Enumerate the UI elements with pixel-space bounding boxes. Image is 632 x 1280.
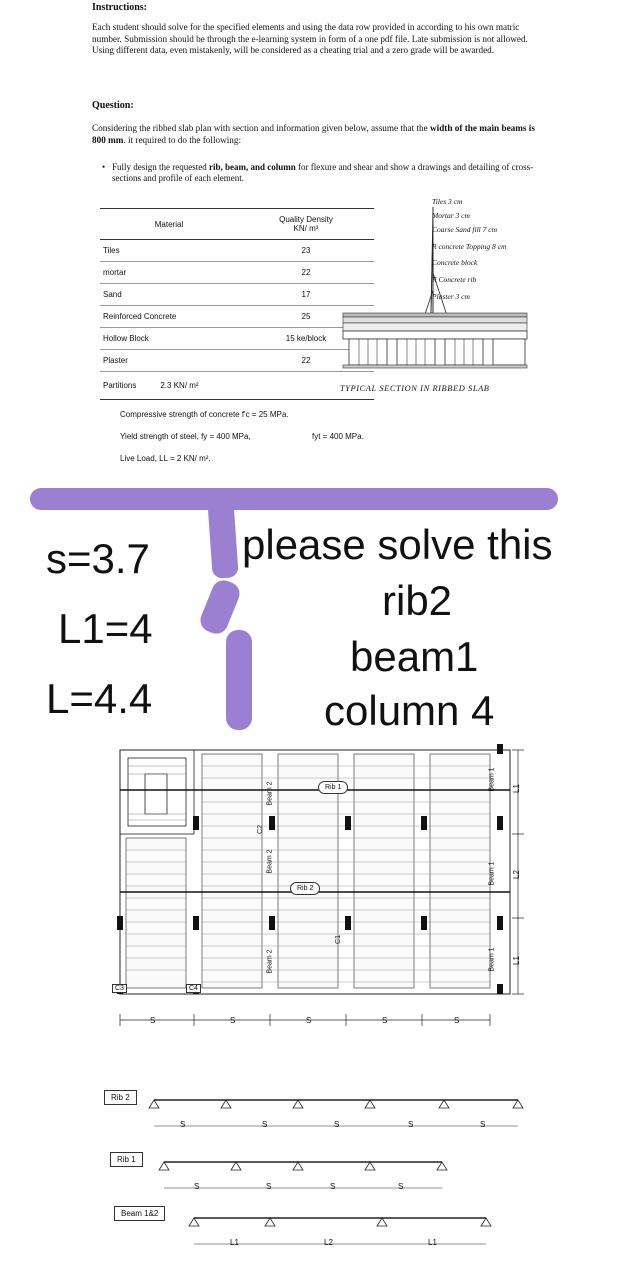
header-density-line2: KN/ m³ [293,224,319,233]
plan-c4-label: C4 [186,984,201,993]
layer-label: R Concrete rib [432,275,477,284]
table-row [100,350,374,372]
plan-span-s: S [454,1016,460,1025]
plan-rib1-label: Rib 1 [318,781,348,794]
table-cell: 22 [238,350,374,372]
table-cell: 22 [238,262,374,284]
request-note-4: column 4 [324,687,495,734]
layer-label: Concrete block [432,258,478,267]
question-intro-tail: . it required to do the following: [123,134,242,145]
profile-span-s: S [398,1182,404,1191]
l1-value-note: L1=4 [58,605,153,652]
layer-label: Plaster 3 cm [432,292,470,301]
table-cell: 15 ke/block [238,328,374,350]
highlight-stroke-kink [197,577,243,638]
header-density-line1: Quality Density [279,215,333,224]
profile-span-s: S [266,1182,272,1191]
l-value-note: L=4.4 [46,675,153,722]
table-row [100,240,374,262]
bullet-bold: rib, beam, and column [208,162,296,172]
plan-span-l1: L1 [511,956,521,965]
material-table [100,208,374,400]
highlight-stroke-lower [226,630,252,730]
instructions-title: Instructions: [92,2,148,13]
element-profiles [140,1086,530,1266]
partitions-value: 2.3 KN/ m² [160,381,199,390]
highlight-stroke-horizontal [30,488,558,510]
profile-rib2-label: Rib 2 [104,1090,137,1105]
plan-beam1-label: Beam 1 [488,947,496,972]
profile-span-l2: L2 [324,1238,333,1247]
fc-text: Compressive strength of concrete f'c = 25 MPa. [120,410,289,419]
header-material: Material [100,209,238,240]
profile-span-s: S [334,1120,340,1129]
plan-beam1-label: Beam 1 [488,861,496,886]
table-cell: 17 [238,284,374,306]
plan-beam2-label: Beam 2 [266,849,274,874]
plan-span-s: S [306,1016,312,1025]
plan-beam2-label: Beam 2 [266,949,274,974]
table-cell: 23 [238,240,374,262]
table-row [100,262,374,284]
bullet-tail: for flexure and shear and show a drawings and detailing of cross-sections and profile of each element. [112,162,534,183]
profile-span-s: S [180,1120,186,1129]
typical-section-drawing [335,195,535,380]
question-intro [92,123,542,146]
instructions-text: Each student should solve for the specified elements and using the data row provided in according to his own matric number. Submission should be through the e-learning system in form of a one pdf file. Late submission is not allowed. Using different data, even mistakenly, will be considered as a cheating trial and a zero grade will be awarded. [92,22,528,55]
plan-c2-label: C2 [256,825,264,834]
request-note-3: beam1 [350,633,479,680]
layer-label: R concrete Topping 8 cm [432,242,507,251]
table-cell: Tiles [100,240,238,262]
bullet-icon: • [102,162,106,172]
plan-span-l1: L1 [511,784,521,793]
table-row [100,284,374,306]
plan-c1-label: C1 [334,935,342,944]
plan-span-s: S [150,1016,156,1025]
profile-span-l1: L1 [428,1238,437,1247]
plan-c3-label: C3 [112,984,127,993]
s-value-note: s=3.7 [46,535,150,582]
profile-rib1-label: Rib 1 [110,1152,143,1167]
table-cell: 25 [238,306,374,328]
profile-span-s: S [408,1120,414,1129]
partitions-cell [100,372,374,400]
profile-span-s: S [330,1182,336,1191]
plan-beam2-label: Beam 2 [266,781,274,806]
profile-span-s: S [194,1182,200,1191]
profile-beam12-label: Beam 1&2 [114,1206,165,1221]
request-note-2: rib2 [382,577,453,624]
table-header-row [100,209,374,240]
request-note-1: please solve this [242,521,553,568]
bullet-text: Fully design the requested [112,162,209,172]
plan-rib2-label: Rib 2 [290,882,320,895]
partitions-label: Partitions [103,381,137,390]
section-caption: TYPICAL SECTION IN RIBBED SLAB [340,384,490,393]
fy-text: Yield strength of steel, fy = 400 MPa, [120,432,251,441]
profile-span-s: S [262,1120,268,1129]
layer-label: Mortar 3 cm [432,211,470,220]
profile-span-s: S [480,1120,486,1129]
table-cell: Plaster [100,350,238,372]
plan-span-s: S [230,1016,236,1025]
question-intro-text: Considering the ribbed slab plan with section and information given below, assume that the [92,123,430,133]
table-row [100,372,374,400]
layer-label: Coarse Sand fill 7 cm [432,225,497,234]
question-intro-bold: width of the main beams is 800 mm [92,123,535,145]
plan-span-s: S [382,1016,388,1025]
table-cell: mortar [100,262,238,284]
layer-label: Tiles 3 cm [432,197,463,206]
table-row [100,306,374,328]
live-load-text: Live Load, LL = 2 KN/ m². [120,454,211,463]
highlight-stroke-upper [207,497,239,579]
plan-beam1-label: Beam 1 [488,767,496,792]
question-title: Question: [92,100,134,111]
plan-span-l2: L2 [511,870,521,879]
question-bullet [102,162,542,184]
fyt-text: fyt = 400 MPa. [312,432,364,441]
table-cell: Sand [100,284,238,306]
table-row [100,328,374,350]
table-cell: Reinforced Concrete [100,306,238,328]
profile-span-l1: L1 [230,1238,239,1247]
table-cell: Hollow Block [100,328,238,350]
